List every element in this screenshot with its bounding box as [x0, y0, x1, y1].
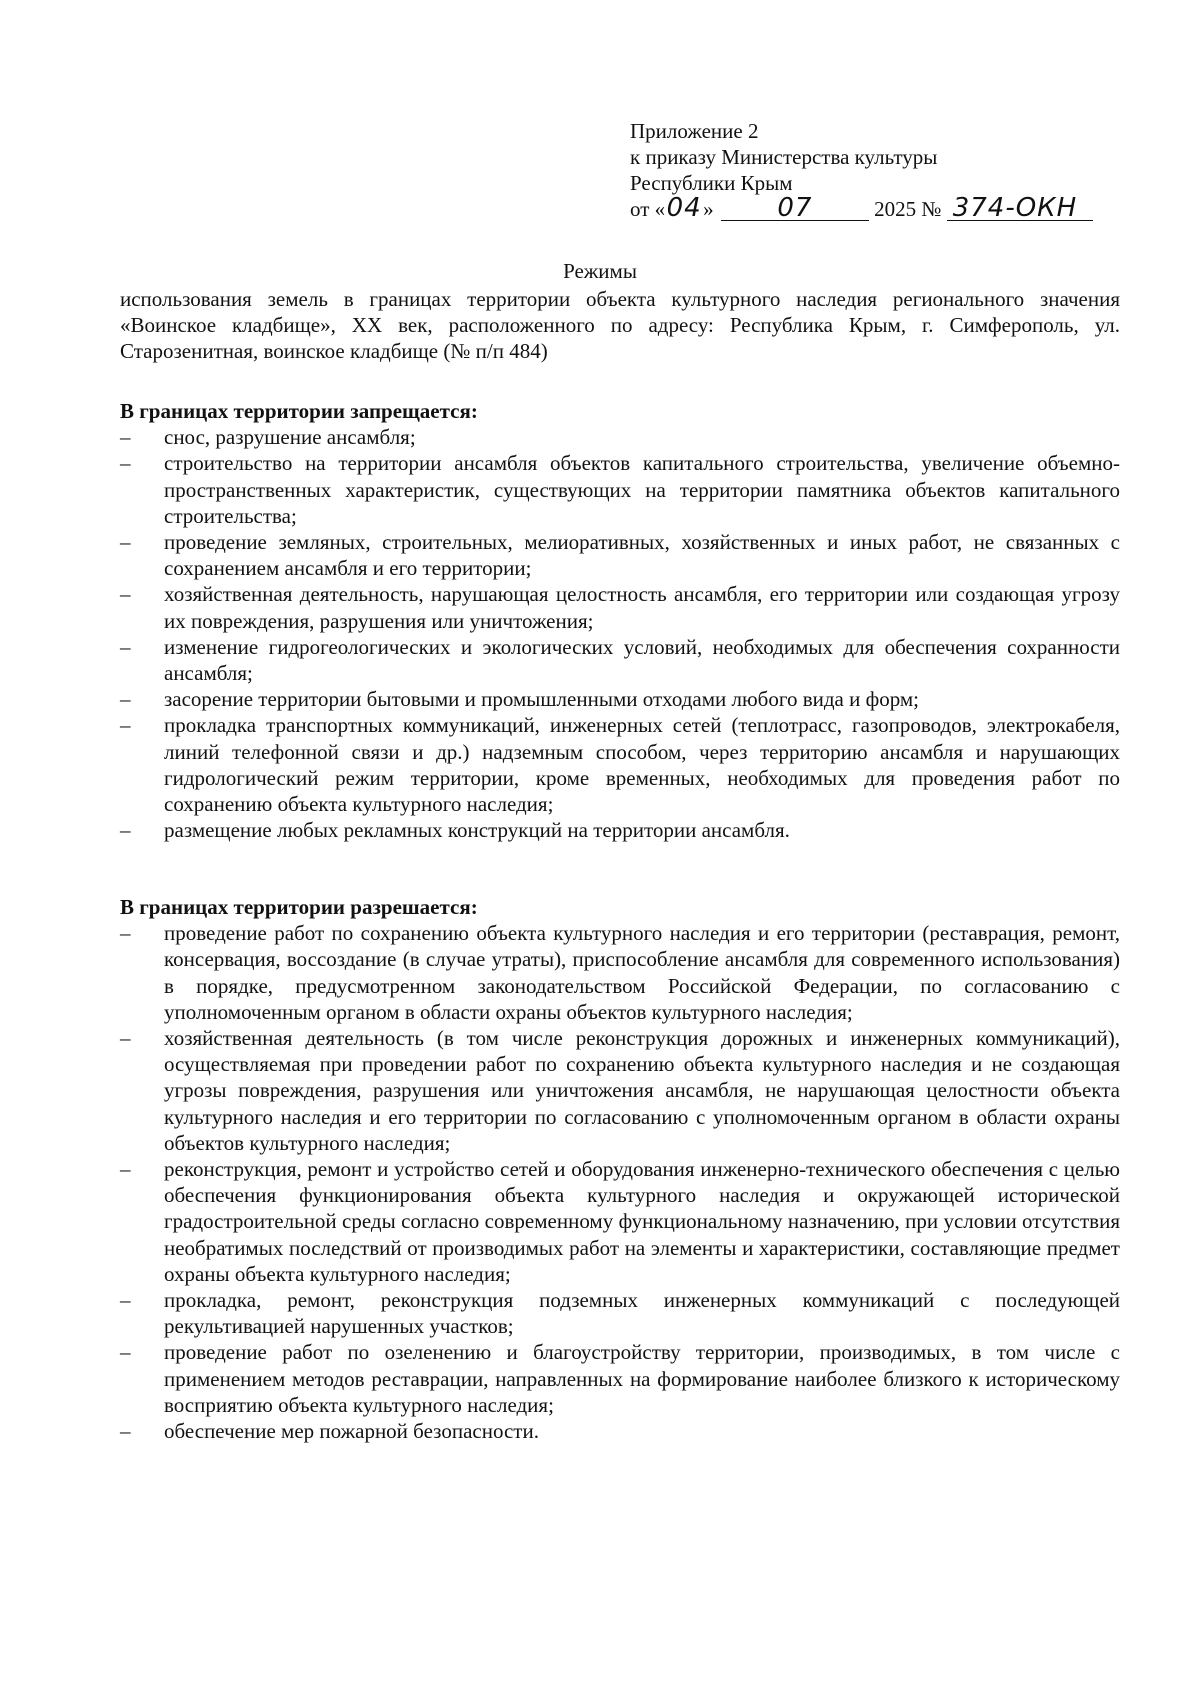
- appendix-label: Приложение 2: [630, 119, 759, 143]
- dash-bullet: –: [120, 582, 131, 607]
- dash-bullet: –: [120, 634, 131, 659]
- list-item: – хозяйственная деятельность, нарушающая целостность ансамбля, его территории или создающая угрозу их повреждения, разрушения или уничтожения;: [120, 582, 1120, 633]
- list-item: – засорение территории бытовыми и промышленными отходами любого вида и форм;: [120, 687, 920, 712]
- list-item: – обеспечение мер пожарной безопасности.: [120, 1419, 539, 1444]
- list-item: – проведение работ по сохранению объекта культурного наследия и его территории (реставрация, ремонт, консервация, воссоздание (в случае утраты), приспособление ансамбля для современного использования) в порядке, предусмотренном законодательством Российской Федерации, по согласованию с уполномоченным органом в области охраны объектов культурного наследия;: [120, 921, 1120, 1024]
- document-title: Режимы: [563, 259, 637, 283]
- dash-bullet: –: [120, 1288, 131, 1313]
- dash-bullet: –: [120, 687, 131, 712]
- dash-bullet: –: [120, 1419, 131, 1444]
- dash-bullet: –: [120, 451, 131, 476]
- dash-bullet: –: [120, 1157, 131, 1182]
- date-day-handwritten: 04: [666, 193, 702, 223]
- order-reference: к приказу Министерства культуры: [630, 145, 938, 169]
- list-item: – строительство на территории ансамбля объектов капитального строительства, увеличение объемно-пространственных характеристик, существующих на территории памятника объектов капитального строительства;: [120, 451, 1120, 528]
- prohibited-heading: В границах территории запрещается:: [120, 399, 478, 423]
- prohibited-list: [120, 424, 1120, 843]
- dash-bullet: –: [120, 818, 131, 843]
- date-mid: »: [703, 197, 714, 221]
- list-item: – прокладка транспортных коммуникаций, инженерных сетей (теплотрасс, газопроводов, электрокабеля, линий телефонной связи и др.) надземным способом, через территорию ансамбля и нарушающих гидрологический режим территории, кроме временных, необходимых для проведения работ по сохранению объекта культурного наследия;: [120, 713, 1120, 817]
- dash-bullet: –: [120, 530, 131, 555]
- appendix-header: [630, 118, 1110, 222]
- allowed-list: [120, 920, 1120, 1444]
- order-number-handwritten: 374-ОКН: [947, 196, 1093, 221]
- list-item: – размещение любых рекламных конструкций на территории ансамбля.: [120, 818, 790, 843]
- dash-bullet: –: [120, 1340, 131, 1365]
- dash-bullet: –: [120, 921, 131, 946]
- prohibited-section: [120, 398, 1120, 843]
- allowed-section: [120, 894, 1120, 1444]
- list-item: – хозяйственная деятельность (в том числе реконструкция дорожных и инженерных коммуникаций), осуществляемая при проведении работ по сохранению объекта культурного наследия и не создающая угрозы повреждения, разрушения или уничтожения ансамбля, не нарушающая целостности объекта культурного наследия и его территории по согласованию с уполномоченным органом в области охраны объектов культурного наследия;: [120, 1026, 1120, 1155]
- list-item: – проведение земляных, строительных, мелиоративных, хозяйственных и иных работ, не связанных с сохранением ансамбля и его территории;: [120, 530, 1120, 581]
- allowed-heading: В границах территории разрешается:: [120, 895, 478, 919]
- date-year: 2025 №: [874, 197, 942, 221]
- list-item: – изменение гидрогеологических и экологических условий, необходимых для обеспечения сохранности ансамбля;: [120, 634, 1120, 686]
- list-item: – прокладка, ремонт, реконструкция подземных инженерных коммуникаций с последующей рекультивацией нарушенных участков;: [120, 1288, 1120, 1339]
- list-item: – снос, разрушение ансамбля;: [120, 425, 416, 450]
- dash-bullet: –: [120, 713, 131, 738]
- order-date-line: [630, 193, 1110, 223]
- document-intro: использования земель в границах территории объекта культурного наследия регионального значения «Воинское кладбище», XX век, расположенного по адресу: Республика Крым, г. Симферополь, ул. Старозенитная, воинское кладбище (№ п/п 484): [120, 287, 1120, 363]
- list-item: – реконструкция, ремонт и устройство сетей и оборудования инженерно-технического обеспечения с целью обеспечения функционирования объекта культурного наследия и окружающей исторической градостроительной среды согласно современному функциональному назначению, при условии отсутствия необратимых последствий от производимых работ на элементы и характеристики, составляющие предмет охраны объекта культурного наследия;: [120, 1157, 1120, 1286]
- list-item: – проведение работ по озеленению и благоустройству территории, производимых, в том числе с применением методов реставрации, направленных на формирование наиболее близкого к историческому восприятию объекта культурного наследия;: [120, 1340, 1120, 1417]
- date-month-handwritten: 07: [721, 196, 869, 221]
- dash-bullet: –: [120, 425, 131, 450]
- date-prefix: от «: [630, 197, 666, 221]
- ministry-region: Республики Крым: [630, 171, 793, 195]
- dash-bullet: –: [120, 1026, 131, 1051]
